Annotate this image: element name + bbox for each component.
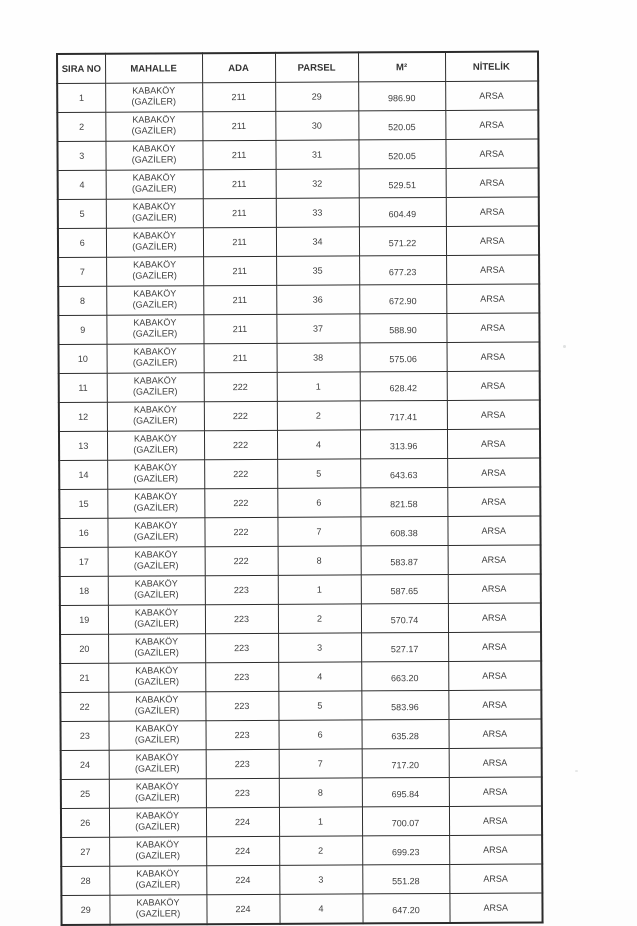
cell-m2: 520.05	[358, 110, 445, 139]
cell-parsel: 6	[278, 720, 361, 749]
cell-parsel: 7	[277, 517, 360, 546]
header-nitelik: NİTELİK	[445, 51, 538, 81]
cell-nitelik: ARSA	[449, 864, 542, 893]
cell-mahalle	[108, 663, 205, 693]
cell-sira-no: 26	[61, 808, 109, 837]
cell-parsel: 38	[277, 343, 360, 372]
cell-ada: 222	[204, 430, 277, 459]
cell-nitelik: ARSA	[446, 284, 539, 313]
cell-sira-no: 28	[61, 866, 109, 895]
cell-m2: 529.51	[359, 168, 446, 197]
table-header-row	[57, 51, 538, 83]
cell-m2: 575.06	[360, 342, 447, 371]
cell-m2: 717.41	[360, 400, 447, 429]
cell-sira-no: 17	[60, 547, 108, 576]
table-row	[60, 661, 541, 693]
cell-m2: 986.90	[358, 81, 445, 110]
table-row	[61, 806, 542, 838]
cell-m2: 551.28	[362, 864, 449, 893]
cell-ada: 211	[203, 227, 276, 256]
table-row	[58, 313, 539, 345]
cell-nitelik: ARSA	[447, 342, 540, 371]
scan-artifact-speck	[563, 345, 566, 348]
table-row	[60, 545, 541, 577]
cell-parsel: 1	[277, 372, 360, 401]
cell-parsel: 5	[278, 691, 361, 720]
mahalle-line-2: (GAZİLER)	[132, 241, 177, 252]
cell-sira-no: 29	[61, 895, 109, 925]
cell-sira-no: 27	[61, 837, 109, 866]
cell-mahalle	[108, 547, 205, 577]
cell-m2: 663.20	[361, 661, 448, 690]
mahalle-line-1: KABAKÖY	[135, 810, 180, 821]
parcel-table-container	[56, 50, 542, 926]
cell-parsel: 6	[277, 488, 360, 517]
mahalle-line-2: (GAZİLER)	[131, 154, 177, 165]
cell-nitelik: ARSA	[448, 719, 541, 748]
cell-ada: 223	[205, 604, 278, 633]
cell-ada: 222	[205, 546, 278, 575]
cell-mahalle	[107, 518, 204, 548]
cell-nitelik: ARSA	[445, 110, 538, 139]
mahalle-line-2: (GAZİLER)	[133, 502, 179, 513]
cell-nitelik: ARSA	[446, 313, 539, 342]
table-row	[61, 777, 542, 809]
cell-ada: 223	[205, 633, 278, 662]
cell-mahalle	[109, 837, 206, 867]
mahalle-line-1: KABAKÖY	[134, 607, 178, 618]
scan-artifact-speck	[575, 770, 578, 772]
mahalle-line-2: (GAZİLER)	[132, 270, 177, 281]
mahalle-line-1: KABAKÖY	[133, 375, 177, 386]
table-row	[60, 574, 541, 606]
table-row	[57, 110, 538, 142]
cell-ada: 222	[204, 488, 277, 517]
mahalle-line-2: (GAZİLER)	[131, 183, 177, 194]
cell-nitelik: ARSA	[447, 487, 540, 516]
cell-parsel: 30	[275, 111, 358, 140]
cell-nitelik: ARSA	[447, 458, 540, 487]
cell-nitelik: ARSA	[449, 893, 542, 923]
cell-mahalle	[106, 199, 203, 229]
cell-nitelik: ARSA	[446, 255, 539, 284]
cell-m2: 313.96	[360, 429, 447, 458]
mahalle-line-1: KABAKÖY	[135, 723, 179, 734]
cell-nitelik: ARSA	[449, 748, 542, 777]
cell-mahalle	[107, 344, 204, 374]
table-row	[60, 603, 541, 635]
cell-ada: 211	[203, 256, 276, 285]
mahalle-line-1: KABAKÖY	[133, 346, 177, 357]
cell-sira-no: 11	[59, 373, 107, 402]
cell-sira-no: 2	[57, 112, 105, 141]
cell-ada: 211	[204, 343, 277, 372]
cell-m2: 700.07	[362, 806, 449, 835]
cell-ada: 222	[204, 459, 277, 488]
cell-sira-no: 20	[60, 634, 108, 663]
mahalle-line-2: (GAZİLER)	[134, 618, 179, 629]
mahalle-line-1: KABAKÖY	[133, 259, 177, 270]
cell-parsel: 2	[279, 836, 362, 865]
cell-mahalle	[109, 750, 206, 780]
mahalle-line-2: (GAZİLER)	[132, 386, 178, 397]
mahalle-line-2: (GAZİLER)	[135, 908, 181, 919]
mahalle-line-1: KABAKÖY	[133, 288, 177, 299]
mahalle-line-1: KABAKÖY	[135, 665, 179, 676]
cell-sira-no: 18	[60, 576, 108, 605]
cell-nitelik: ARSA	[446, 168, 539, 197]
cell-sira-no: 6	[58, 228, 106, 257]
cell-nitelik: ARSA	[446, 226, 539, 255]
cell-mahalle	[108, 721, 205, 751]
mahalle-line-1: KABAKÖY	[132, 114, 176, 125]
cell-m2: 717.20	[362, 748, 449, 777]
cell-sira-no: 21	[60, 663, 108, 692]
table-row	[59, 458, 540, 490]
mahalle-line-2: (GAZİLER)	[131, 96, 177, 107]
cell-m2: 672.90	[359, 284, 446, 313]
mahalle-line-1: KABAKÖY	[132, 85, 176, 96]
cell-m2: 583.96	[361, 690, 448, 719]
cell-mahalle	[109, 866, 206, 896]
table-row	[59, 400, 540, 432]
table-row	[57, 139, 538, 171]
mahalle-line-2: (GAZİLER)	[134, 676, 180, 687]
cell-sira-no: 1	[57, 83, 105, 112]
cell-mahalle	[109, 808, 206, 838]
mahalle-line-1: KABAKÖY	[134, 462, 178, 473]
table-row	[58, 284, 539, 316]
cell-ada: 224	[206, 865, 279, 894]
cell-parsel: 8	[279, 778, 362, 807]
cell-ada: 211	[203, 314, 276, 343]
cell-m2: 643.63	[360, 458, 447, 487]
cell-parsel: 5	[277, 459, 360, 488]
cell-ada: 222	[204, 372, 277, 401]
cell-ada: 224	[206, 836, 279, 865]
cell-sira-no: 8	[58, 286, 106, 315]
cell-parsel: 3	[278, 633, 361, 662]
cell-parsel: 32	[276, 169, 359, 198]
mahalle-line-2: (GAZİLER)	[134, 647, 179, 658]
mahalle-line-1: KABAKÖY	[132, 201, 176, 212]
cell-m2: 635.28	[361, 719, 448, 748]
mahalle-line-1: KABAKÖY	[134, 520, 178, 531]
cell-mahalle	[106, 170, 203, 200]
mahalle-line-1: KABAKÖY	[133, 433, 178, 444]
mahalle-line-2: (GAZİLER)	[132, 328, 178, 339]
cell-ada: 223	[206, 749, 279, 778]
cell-parsel: 36	[276, 285, 359, 314]
cell-sira-no: 9	[58, 315, 106, 344]
mahalle-line-2: (GAZİLER)	[135, 879, 181, 890]
mahalle-line-2: (GAZİLER)	[133, 444, 178, 455]
mahalle-line-1: KABAKÖY	[135, 694, 179, 705]
cell-m2: 570.74	[361, 603, 448, 632]
cell-nitelik: ARSA	[449, 835, 542, 864]
cell-ada: 211	[203, 169, 276, 198]
cell-sira-no: 13	[59, 431, 107, 460]
cell-sira-no: 25	[61, 779, 109, 808]
cell-ada: 222	[204, 401, 277, 430]
cell-sira-no: 4	[58, 170, 106, 199]
cell-parsel: 1	[279, 807, 362, 836]
cell-mahalle	[105, 141, 202, 171]
mahalle-line-2: (GAZİLER)	[134, 589, 179, 600]
cell-m2: 695.84	[362, 777, 449, 806]
cell-ada: 223	[205, 720, 278, 749]
cell-parsel: 31	[275, 140, 358, 169]
cell-ada: 211	[202, 140, 275, 169]
cell-ada: 223	[206, 778, 279, 807]
cell-sira-no: 3	[57, 141, 105, 170]
mahalle-line-1: KABAKÖY	[132, 230, 176, 241]
cell-m2: 608.38	[360, 516, 447, 545]
cell-m2: 583.87	[361, 545, 448, 574]
cell-parsel: 34	[276, 227, 359, 256]
table-row	[59, 371, 540, 403]
cell-sira-no: 7	[58, 257, 106, 286]
cell-ada: 223	[205, 662, 278, 691]
cell-parsel: 4	[279, 894, 362, 924]
table-row	[59, 487, 540, 519]
table-row	[61, 835, 542, 867]
mahalle-line-1: KABAKÖY	[135, 636, 179, 647]
header-m2: M²	[358, 52, 445, 82]
cell-mahalle	[105, 112, 202, 142]
table-row	[58, 168, 539, 200]
mahalle-line-1: KABAKÖY	[136, 839, 180, 850]
cell-mahalle	[107, 402, 204, 432]
cell-mahalle	[108, 634, 205, 664]
cell-nitelik: ARSA	[445, 139, 538, 168]
cell-m2: 571.22	[359, 226, 446, 255]
mahalle-line-1: KABAKÖY	[133, 404, 177, 415]
header-ada: ADA	[202, 53, 275, 83]
cell-parsel: 8	[278, 546, 361, 575]
cell-ada: 223	[205, 575, 278, 604]
parcel-table	[56, 50, 544, 926]
cell-mahalle	[107, 460, 204, 490]
table-row	[58, 197, 539, 229]
cell-mahalle	[107, 373, 204, 403]
mahalle-line-1: KABAKÖY	[134, 549, 178, 560]
cell-parsel: 4	[277, 430, 360, 459]
mahalle-line-1: KABAKÖY	[133, 317, 177, 328]
cell-parsel: 37	[276, 314, 359, 343]
cell-mahalle	[109, 895, 206, 925]
mahalle-line-2: (GAZİLER)	[132, 357, 178, 368]
cell-sira-no: 5	[58, 199, 106, 228]
mahalle-line-2: (GAZİLER)	[132, 212, 177, 223]
cell-sira-no: 24	[61, 750, 109, 779]
cell-nitelik: ARSA	[448, 632, 541, 661]
cell-ada: 223	[205, 691, 278, 720]
cell-sira-no: 10	[59, 344, 107, 373]
cell-nitelik: ARSA	[446, 197, 539, 226]
mahalle-line-2: (GAZİLER)	[133, 531, 179, 542]
table-body	[57, 81, 542, 925]
header-mahalle: MAHALLE	[105, 53, 202, 83]
cell-mahalle	[107, 489, 204, 519]
cell-nitelik: ARSA	[448, 603, 541, 632]
mahalle-line-2: (GAZİLER)	[133, 473, 179, 484]
cell-m2: 520.05	[358, 139, 445, 168]
table-row	[60, 632, 541, 664]
table-row	[60, 690, 541, 722]
cell-m2: 587.65	[361, 574, 448, 603]
header-parsel: PARSEL	[275, 52, 358, 82]
cell-nitelik: ARSA	[447, 371, 540, 400]
table-row	[58, 255, 539, 287]
cell-nitelik: ARSA	[445, 81, 538, 110]
cell-sira-no: 22	[60, 692, 108, 721]
table-row	[61, 893, 542, 925]
cell-sira-no: 12	[59, 402, 107, 431]
mahalle-line-2: (GAZİLER)	[134, 734, 180, 745]
mahalle-line-1: KABAKÖY	[132, 143, 176, 154]
cell-m2: 699.23	[362, 835, 449, 864]
cell-parsel: 4	[278, 662, 361, 691]
cell-ada: 211	[203, 285, 276, 314]
mahalle-line-1: KABAKÖY	[135, 781, 179, 792]
header-sira-no: SIRA NO	[57, 54, 105, 84]
cell-nitelik: ARSA	[447, 400, 540, 429]
cell-parsel: 7	[279, 749, 362, 778]
mahalle-line-1: KABAKÖY	[135, 752, 179, 763]
cell-mahalle	[108, 576, 205, 606]
cell-parsel: 33	[276, 198, 359, 227]
cell-mahalle	[108, 605, 205, 635]
cell-ada: 222	[204, 517, 277, 546]
cell-parsel: 29	[275, 82, 358, 111]
cell-ada: 224	[206, 807, 279, 836]
cell-sira-no: 14	[59, 460, 107, 489]
cell-sira-no: 23	[61, 721, 109, 750]
cell-nitelik: ARSA	[449, 777, 542, 806]
mahalle-line-1: KABAKÖY	[134, 578, 178, 589]
mahalle-line-2: (GAZİLER)	[134, 763, 180, 774]
cell-parsel: 1	[278, 575, 361, 604]
cell-nitelik: ARSA	[448, 574, 541, 603]
cell-m2: 527.17	[361, 632, 448, 661]
table-row	[57, 81, 538, 113]
cell-ada: 211	[202, 111, 275, 140]
cell-ada: 211	[202, 82, 275, 111]
cell-mahalle	[106, 286, 203, 316]
mahalle-line-2: (GAZİLER)	[135, 792, 180, 803]
mahalle-line-2: (GAZİLER)	[134, 705, 180, 716]
mahalle-line-2: (GAZİLER)	[133, 560, 179, 571]
cell-mahalle	[106, 257, 203, 287]
cell-mahalle	[109, 779, 206, 809]
cell-m2: 628.42	[360, 371, 447, 400]
table-row	[61, 864, 542, 896]
table-row	[59, 516, 540, 548]
cell-sira-no: 16	[59, 518, 107, 547]
cell-m2: 677.23	[359, 255, 446, 284]
cell-parsel: 2	[278, 604, 361, 633]
table-row	[61, 719, 542, 751]
cell-sira-no: 19	[60, 605, 108, 634]
mahalle-line-1: KABAKÖY	[132, 172, 176, 183]
table-row	[58, 226, 539, 258]
cell-m2: 604.49	[359, 197, 446, 226]
mahalle-line-2: (GAZİLER)	[132, 299, 178, 310]
cell-ada: 211	[203, 198, 276, 227]
mahalle-line-2: (GAZİLER)	[135, 821, 180, 832]
cell-nitelik: ARSA	[447, 429, 540, 458]
mahalle-line-1: KABAKÖY	[136, 897, 180, 908]
cell-nitelik: ARSA	[448, 545, 541, 574]
cell-nitelik: ARSA	[447, 516, 540, 545]
cell-m2: 647.20	[362, 893, 449, 923]
cell-nitelik: ARSA	[449, 806, 542, 835]
cell-sira-no: 15	[59, 489, 107, 518]
table-row	[61, 748, 542, 780]
cell-m2: 821.58	[360, 487, 447, 516]
cell-mahalle	[105, 83, 202, 113]
cell-mahalle	[106, 315, 203, 345]
cell-m2: 588.90	[359, 313, 446, 342]
mahalle-line-2: (GAZİLER)	[131, 125, 177, 136]
cell-parsel: 2	[277, 401, 360, 430]
cell-parsel: 3	[279, 865, 362, 894]
cell-mahalle	[106, 228, 203, 258]
mahalle-line-2: (GAZİLER)	[133, 415, 178, 426]
cell-ada: 224	[206, 894, 279, 924]
cell-nitelik: ARSA	[448, 690, 541, 719]
mahalle-line-1: KABAKÖY	[136, 868, 180, 879]
mahalle-line-2: (GAZİLER)	[135, 850, 180, 861]
cell-parsel: 35	[276, 256, 359, 285]
cell-mahalle	[107, 431, 204, 461]
cell-mahalle	[108, 692, 205, 722]
table-row	[59, 429, 540, 461]
table-row	[59, 342, 540, 374]
cell-nitelik: ARSA	[448, 661, 541, 690]
mahalle-line-1: KABAKÖY	[134, 491, 178, 502]
